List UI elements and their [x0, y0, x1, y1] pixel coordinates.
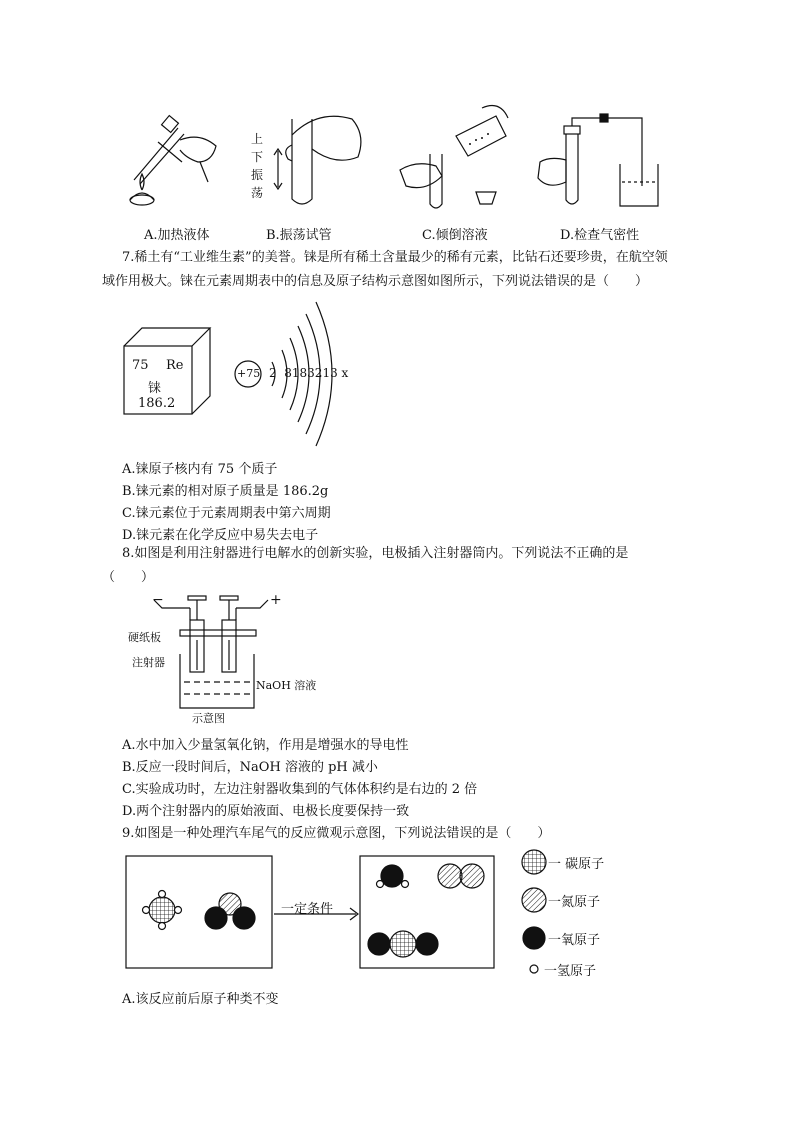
element-mass: 186.2: [138, 396, 176, 411]
board-label: 硬纸板: [128, 631, 161, 644]
element-symbol: Re: [166, 358, 184, 373]
shaking-test-tube-icon: [248, 105, 368, 215]
legend-hydrogen: 一氢原子: [544, 964, 597, 979]
airtightness-check-icon: [530, 112, 660, 222]
q7-stem-line2: 域作用极大。铼在元素周期表中的信息及原子结构示意图如图所示，下列说法错误的是（ ）: [102, 274, 649, 289]
q7-stem-line1: 7.稀土有“工业维生素”的美誉。铼是所有稀土含量最少的稀有元素，比钻石还要珍贵，在航空领: [122, 250, 668, 265]
q6-option-b: B.振荡试管: [266, 228, 332, 243]
q7-option-b: B.铼元素的相对原子质量是 186.2g: [122, 484, 329, 499]
legend-carbon: 一 碳原子: [548, 857, 605, 872]
pouring-solution-icon: [396, 100, 516, 210]
heating-liquid-icon: [120, 112, 220, 212]
naoh-label: NaOH 溶液: [256, 679, 317, 692]
atom-shells: 2 8183213 x: [269, 366, 349, 380]
q9-stem: 9.如图是一种处理汽车尾气的反应微观示意图，下列说法错误的是（ ）: [122, 826, 551, 841]
q8-option-d: D.两个注射器内的原始液面、电极长度要保持一致: [122, 804, 410, 819]
shake-label: 上 下 振 荡: [250, 132, 263, 200]
element-number: 75: [132, 358, 149, 373]
q8-option-a: A.水中加入少量氢氧化钠，作用是增强水的导电性: [122, 738, 409, 753]
q7-option-a: A.铼原子核内有 75 个质子: [122, 462, 278, 477]
q6-option-c: C.倾倒溶液: [422, 228, 488, 243]
q8-option-c: C.实验成功时，左边注射器收集到的气体体积约是右边的 2 倍: [122, 782, 478, 797]
diagram-caption: 示意图: [192, 712, 225, 725]
legend-nitrogen: 一氮原子: [548, 895, 601, 910]
syringe-label: 注射器: [132, 656, 165, 669]
plus-terminal-label: +: [270, 592, 282, 608]
legend-oxygen: 一氧原子: [548, 933, 601, 948]
q8-option-b: B.反应一段时间后，NaOH 溶液的 pH 减小: [122, 760, 378, 775]
element-name: 铼: [148, 381, 162, 396]
minus-terminal-label: −: [152, 592, 164, 608]
atom-nucleus: +75: [237, 367, 261, 380]
reaction-condition: 一定条件: [281, 902, 334, 917]
q6-option-d: D.检查气密性: [560, 228, 640, 243]
q8-stem-line2: （ ）: [102, 570, 155, 585]
q7-option-d: D.铼元素在化学反应中易失去电子: [122, 528, 319, 543]
q8-stem-line1: 8.如图是利用注射器进行电解水的创新实验，电极插入注射器筒内。下列说法不正确的是: [122, 546, 629, 561]
q7-option-c: C.铼元素位于元素周期表中第六周期: [122, 506, 331, 521]
q6-option-a: A.加热液体: [144, 228, 210, 243]
q9-option-a: A.该反应前后原子种类不变: [122, 992, 279, 1007]
